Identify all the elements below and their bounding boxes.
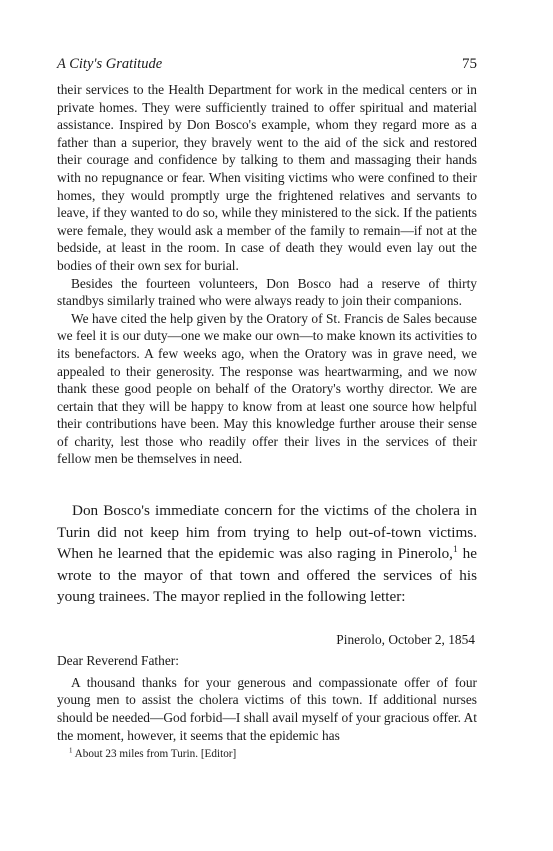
footnote-reference: 1 <box>452 545 458 555</box>
page-number: 75 <box>462 56 477 72</box>
letter-paragraph-1: A thousand thanks for your generous and compassionate offer of four young men to assist the cholera victims of this town. If additional nurses should be needed—God forbid—I shall avail myself of your gracious offer. At the moment, however, it seems that the epidemic has <box>57 674 477 743</box>
footnote-text: About 23 miles from Turin. [Editor] <box>72 748 237 761</box>
running-header <box>57 56 477 78</box>
section-gap <box>57 468 477 500</box>
paragraph-4-text-continued: he wrote to the mayor of that town and offered the services of his young trainees. The mayor replied in the following letter: <box>57 545 477 606</box>
letter-gap <box>57 608 477 631</box>
footnote-marker: 1 <box>69 746 73 755</box>
paragraph-4-text: Don Bosco's immediate concern for the victims of the cholera in Turin did not keep him from trying to help out-of-town victims. When he learned that the epidemic was also raging in Pinerolo, <box>57 502 477 563</box>
letter-dateline: Pinerolo, October 2, 1854 <box>336 631 475 647</box>
paragraph-2: Besides the fourteen volunteers, Don Bosco had a reserve of thirty standbys similarly trained who were always ready to join their companions. <box>57 275 477 309</box>
paragraph-1: their services to the Health Department for work in the medical centers or in private homes. They were sufficiently trained to offer spiritual and material assistance. Inspired by Don Bosco's example, whom they regard more as a father than a superior, they bravely went to the aid of the sick and restored their courage and confidence by talking to them and massaging their hands with no repugnance or fear. When visiting victims who were confined to their homes, they would promptly urge the frightened relatives and servants to leave, if they wanted to do so, while they ministered to the sick. If the patients were female, they would ask a member of the family to remain—if not at the bedside, at least in the room. In case of death they would even lay out the bodies of their own sex for burial. <box>57 82 477 273</box>
letter-salutation: Dear Reverend Father: <box>57 653 179 669</box>
running-title: A City's Gratitude <box>57 56 163 72</box>
paragraph-4 <box>57 500 477 608</box>
book-page <box>57 56 477 762</box>
paragraph-3: We have cited the help given by the Oratory of St. Francis de Sales because we feel it is our duty—one we make our own—to make known its activities to its benefactors. A few weeks ago, when the Oratory was in grave need, we appealed to their generosity. The response was heartwarming, and we now thank these good people on behalf of the Oratory's worthy director. We are certain that they will be happy to know from at least one source how helpful their contributions have been. May this knowledge further arouse their sense of charity, lest those who readily offer their lives in the services of their fellow men be themselves in need. <box>57 310 477 467</box>
footnote <box>69 747 477 762</box>
